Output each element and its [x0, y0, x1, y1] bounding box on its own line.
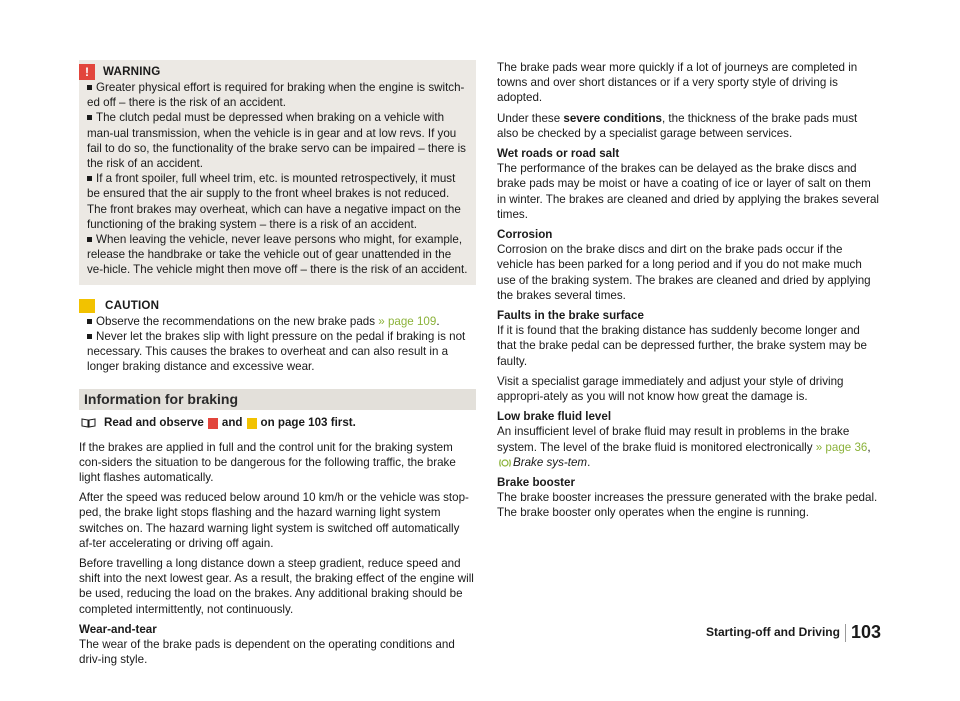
- caution-icon: [79, 299, 95, 313]
- paragraph: Low brake fluid level An insufficient level of brake fluid may result in problems in the brake system. The level of the brake fluid is monitored electronically » page 36, Brake sys-tem.: [497, 410, 871, 469]
- subheading: Wear-and-tear: [79, 622, 157, 636]
- left-column: [79, 0, 476, 668]
- paragraph: Corrosion Corrosion on the brake discs and dirt on the brake pads occur if the vehicle has been parked for a long period and if you do not make much use of the braking system. The brakes are cleaned and dried by applying the brakes several times.: [497, 228, 871, 302]
- bullet-square-icon: [87, 334, 92, 339]
- warning-header: [87, 64, 468, 80]
- caution-header: [79, 298, 476, 314]
- paragraph: Visit a specialist garage immediately and adjust your style of driving appropri-ately as you will not know how great the damage is.: [497, 374, 844, 404]
- section-heading: Information for braking: [79, 389, 476, 410]
- brake-warning-icon: [499, 458, 511, 468]
- paragraph: Wear-and-tear The wear of the brake pads is dependent on the operating conditions and driv-ing style.: [79, 622, 455, 667]
- open-book-icon: [81, 418, 96, 428]
- page-link[interactable]: » page 109: [378, 314, 437, 328]
- subheading: Low brake fluid level: [497, 410, 612, 424]
- bullet-square-icon: [87, 319, 92, 324]
- page-footer: [706, 624, 881, 642]
- subheading: Faults in the brake surface: [497, 309, 644, 323]
- page-number: 103: [850, 622, 881, 643]
- warning-label: WARNING: [103, 65, 161, 79]
- warning-icon: [208, 418, 218, 429]
- paragraph: Wet roads or road salt The performance of the brakes can be delayed as the brake discs and brake pads may be moist or have a coating of ice or layer of salt on them in winter. The brakes are cleaned and dried by applying the brakes several times.: [497, 147, 879, 221]
- read-and-observe-line: Read and observe and on page 103 first.: [79, 415, 476, 430]
- caution-box: [79, 298, 476, 375]
- subheading: Wet roads or road salt: [497, 147, 620, 161]
- paragraph: The brake pads wear more quickly if a lot of journeys are completed in towns and over short distances or if a very sporty style of driving is adopted.: [497, 61, 858, 105]
- caution-bullet: Never let the brakes slip with light pressure on the pedal if braking is not necessary. This causes the brakes to overheat and can also result in a longer braking distance and excessive wear.: [87, 329, 466, 374]
- page-link[interactable]: » page 36: [815, 440, 868, 454]
- subheading: Corrosion: [497, 228, 553, 242]
- warning-bullet: If a front spoiler, full wheel trim, etc. is mounted retrospectively, it must be ensured that the air supply to the front wheel brakes is not reduced. The front brakes may overheat, which can have a negative impact on the functioning of the braking system – there is a risk of an accident.: [87, 172, 461, 231]
- bullet-square-icon: [87, 85, 92, 90]
- warning-box: [79, 60, 476, 285]
- paragraph: Before travelling a long distance down a steep gradient, reduce speed and shift into the next lowest gear. As a result, the braking effect of the engine will be used, reducing the load on the brakes. Any additional braking should be completed intermittently, not continuously.: [79, 557, 474, 616]
- paragraph: After the speed was reduced below around 10 km/h or the vehicle was stop-ped, the brake light stops flashing and the hazard warning light system switches on. The hazard warning light system is switched off automatically af-ter accelerating or driving off again.: [79, 491, 469, 550]
- footer-section-title: Starting-off and Driving: [705, 625, 840, 640]
- caution-label: CAUTION: [105, 299, 160, 313]
- warning-icon: [79, 64, 95, 80]
- bullet-square-icon: [87, 115, 92, 120]
- footer-divider: [845, 624, 846, 642]
- paragraph: If the brakes are applied in full and the control unit for the braking system con-siders the situation to be dangerous for the following traffic, the brake light flashes automatically.: [79, 440, 456, 485]
- caution-bullet: Observe the recommendations on the new brake pads » page 109.: [87, 314, 476, 329]
- subheading: Brake booster: [497, 476, 575, 490]
- warning-bullet: When leaving the vehicle, never leave persons who might, for example, release the handbrake or take the vehicle out of gear unattended in the ve-hicle. The vehicle might then move off – there is the risk of an accident.: [87, 233, 468, 277]
- bullet-square-icon: [87, 176, 92, 181]
- paragraph: Under these severe conditions, the thickness of the brake pads must also be checked by a specialist garage between services.: [497, 111, 858, 140]
- paragraph: Faults in the brake surface If it is found that the braking distance has suddenly become longer and that the brake pedal can be depressed further, the brake system may be faulty.: [497, 309, 867, 368]
- warning-bullet: The clutch pedal must be depressed when braking on a vehicle with man-ual transmission, when the vehicle is in gear and at low revs. If you fail to do so, the functionality of the brake servo can be impaired – there is the risk of an accident.: [87, 111, 466, 171]
- caution-icon: [247, 418, 257, 429]
- paragraph: Brake booster The brake booster increases the pressure generated with the brake pedal. The brake booster only operates when the engine is running.: [497, 476, 878, 520]
- bullet-square-icon: [87, 237, 92, 242]
- warning-bullet: Greater physical effort is required for braking when the engine is switch-ed off – there is the risk of an accident.: [87, 81, 465, 110]
- right-column: [497, 0, 880, 521]
